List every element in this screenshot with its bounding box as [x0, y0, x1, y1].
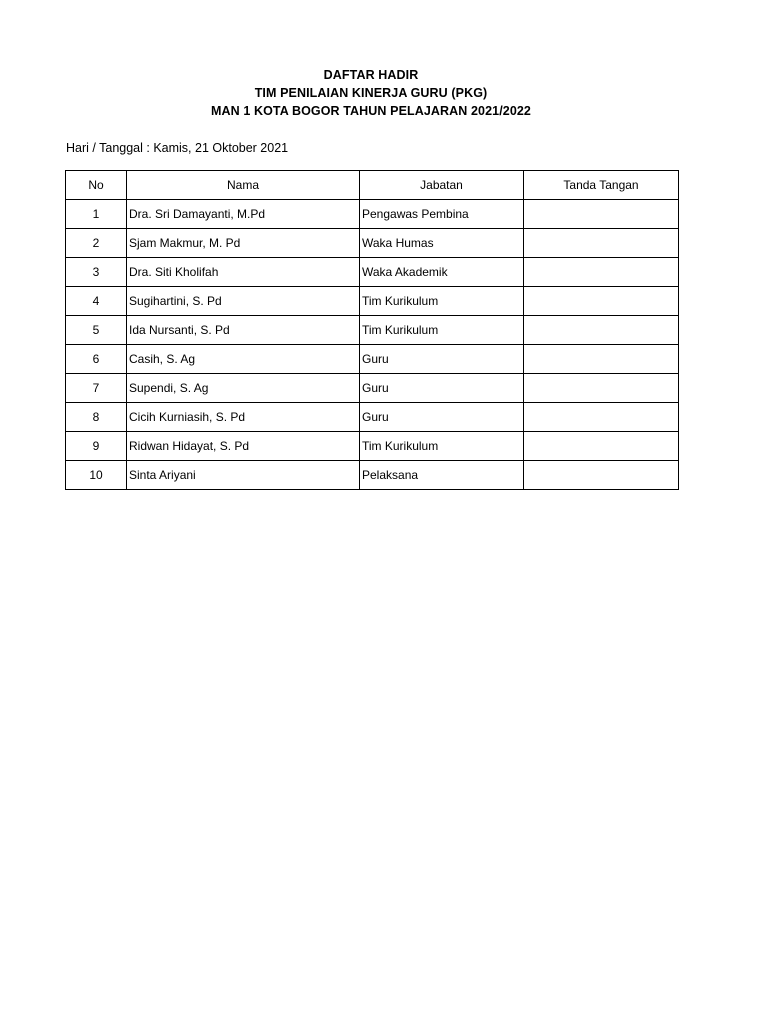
table-header-row — [66, 171, 679, 200]
header-no: No — [66, 171, 127, 200]
cell-jabatan: Waka Humas — [360, 229, 524, 258]
table-row — [66, 345, 679, 374]
cell-nama: Sinta Ariyani — [127, 461, 360, 490]
cell-jabatan: Guru — [360, 403, 524, 432]
cell-nama: Sugihartini, S. Pd — [127, 287, 360, 316]
cell-nama: Sjam Makmur, M. Pd — [127, 229, 360, 258]
cell-tanda-tangan — [524, 432, 679, 461]
cell-jabatan: Guru — [360, 374, 524, 403]
cell-no: 7 — [66, 374, 127, 403]
table-row — [66, 258, 679, 287]
attendance-table — [65, 170, 679, 490]
table-row — [66, 316, 679, 345]
cell-no: 5 — [66, 316, 127, 345]
cell-nama: Dra. Sri Damayanti, M.Pd — [127, 200, 360, 229]
table-row — [66, 432, 679, 461]
cell-jabatan: Tim Kurikulum — [360, 432, 524, 461]
title-line-1: DAFTAR HADIR — [323, 68, 419, 82]
table-row — [66, 229, 679, 258]
header-tanda-tangan: Tanda Tangan — [524, 171, 679, 200]
cell-jabatan: Tim Kurikulum — [360, 287, 524, 316]
cell-jabatan: Guru — [360, 345, 524, 374]
cell-no: 3 — [66, 258, 127, 287]
cell-nama: Ida Nursanti, S. Pd — [127, 316, 360, 345]
cell-no: 8 — [66, 403, 127, 432]
cell-no: 10 — [66, 461, 127, 490]
cell-jabatan: Tim Kurikulum — [360, 316, 524, 345]
title-line-3: MAN 1 KOTA BOGOR TAHUN PELAJARAN 2021/2022 — [210, 104, 531, 118]
header-nama: Nama — [127, 171, 360, 200]
cell-no: 6 — [66, 345, 127, 374]
document-title — [0, 66, 742, 120]
cell-tanda-tangan — [524, 200, 679, 229]
cell-no: 1 — [66, 200, 127, 229]
date-line: Hari / Tanggal : Kamis, 21 Oktober 2021 — [66, 141, 289, 155]
cell-jabatan: Waka Akademik — [360, 258, 524, 287]
cell-nama: Casih, S. Ag — [127, 345, 360, 374]
cell-jabatan: Pengawas Pembina — [360, 200, 524, 229]
table-row — [66, 403, 679, 432]
cell-jabatan: Pelaksana — [360, 461, 524, 490]
cell-nama: Dra. Siti Kholifah — [127, 258, 360, 287]
title-line-2: TIM PENILAIAN KINERJA GURU (PKG) — [254, 86, 488, 100]
cell-tanda-tangan — [524, 316, 679, 345]
table-row — [66, 461, 679, 490]
cell-tanda-tangan — [524, 403, 679, 432]
cell-tanda-tangan — [524, 461, 679, 490]
cell-tanda-tangan — [524, 374, 679, 403]
cell-tanda-tangan — [524, 287, 679, 316]
table-row — [66, 200, 679, 229]
cell-nama: Supendi, S. Ag — [127, 374, 360, 403]
cell-no: 2 — [66, 229, 127, 258]
cell-tanda-tangan — [524, 229, 679, 258]
cell-nama: Ridwan Hidayat, S. Pd — [127, 432, 360, 461]
cell-no: 9 — [66, 432, 127, 461]
cell-no: 4 — [66, 287, 127, 316]
header-jabatan: Jabatan — [360, 171, 524, 200]
cell-tanda-tangan — [524, 345, 679, 374]
table-row — [66, 374, 679, 403]
cell-nama: Cicih Kurniasih, S. Pd — [127, 403, 360, 432]
table-row — [66, 287, 679, 316]
cell-tanda-tangan — [524, 258, 679, 287]
